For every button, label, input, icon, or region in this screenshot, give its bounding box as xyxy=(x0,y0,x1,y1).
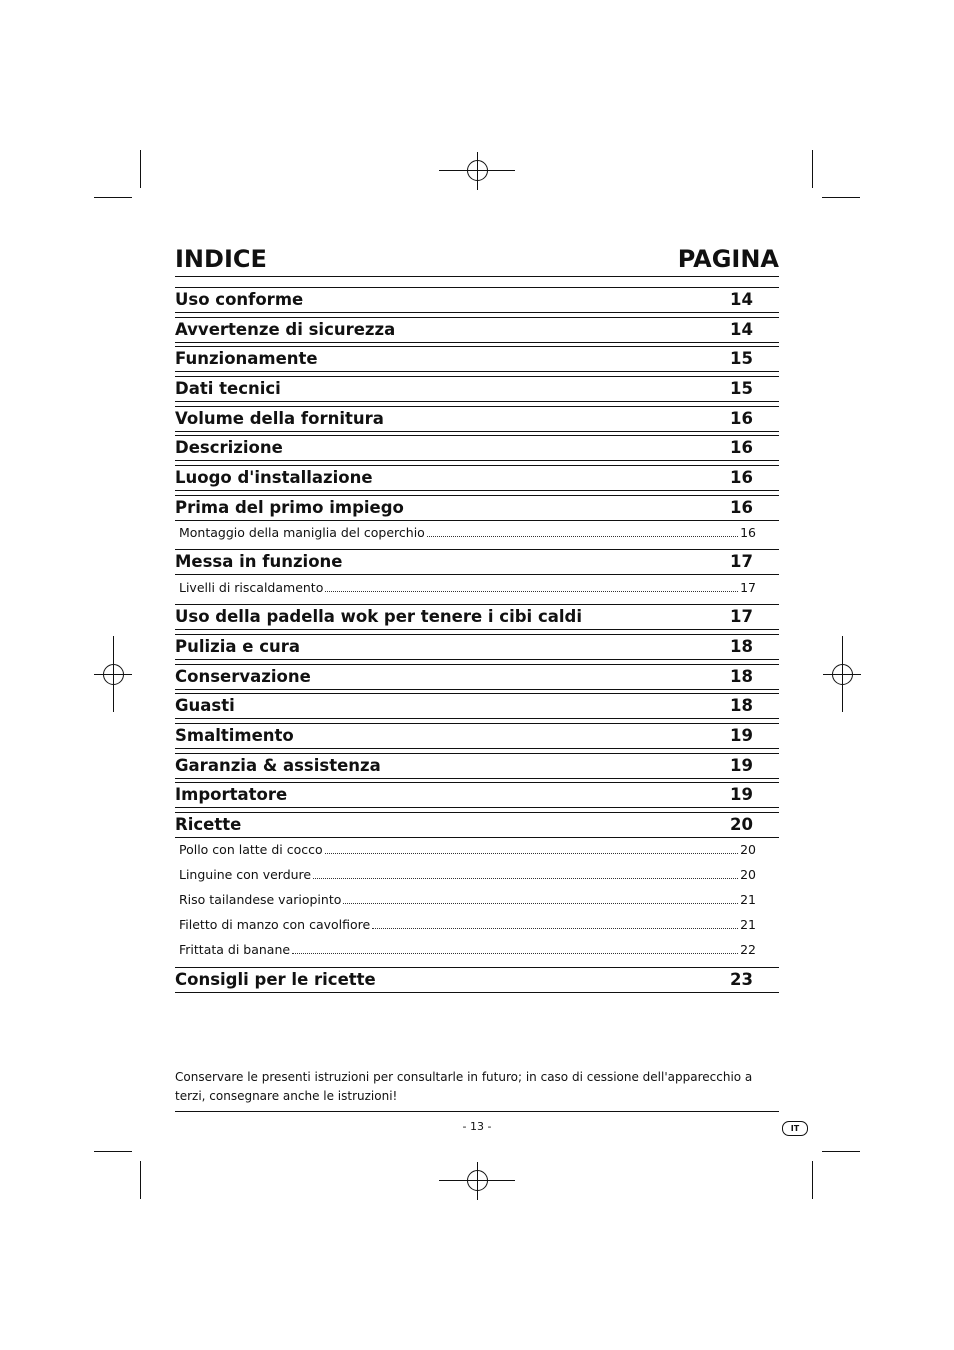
dot-leader xyxy=(325,853,738,854)
toc-entry xyxy=(175,664,779,690)
toc-entry xyxy=(175,376,779,402)
toc-subentry xyxy=(179,841,756,859)
toc-entry xyxy=(175,549,779,575)
entry-page: 17 xyxy=(730,552,753,571)
subentry-page: 17 xyxy=(740,580,756,595)
entry-page: 16 xyxy=(730,468,753,487)
dot-leader xyxy=(292,953,738,954)
index-title: INDICE xyxy=(175,245,267,273)
dot-leader xyxy=(343,903,738,904)
toc-subentry xyxy=(179,916,756,934)
entry-title: Garanzia & assistenza xyxy=(175,756,381,775)
entry-title: Guasti xyxy=(175,696,235,715)
dot-leader xyxy=(325,591,738,592)
toc-subentry xyxy=(179,524,756,542)
toc-entry xyxy=(175,782,779,808)
entry-title: Consigli per le ricette xyxy=(175,970,376,989)
entry-page: 18 xyxy=(730,696,753,715)
toc-entry xyxy=(175,435,779,461)
dot-leader xyxy=(313,878,738,879)
toc-entry xyxy=(175,604,779,630)
toc-entry xyxy=(175,346,779,372)
subentry-title: Frittata di banane xyxy=(179,942,291,957)
crop-mark xyxy=(140,150,141,188)
subentry-page: 21 xyxy=(740,917,756,932)
subentry-page: 21 xyxy=(740,892,756,907)
entry-title: Pulizia e cura xyxy=(175,637,301,656)
crop-mark xyxy=(94,1151,132,1152)
toc-entry xyxy=(175,723,779,749)
registration-mark-right xyxy=(823,636,861,712)
entry-page: 15 xyxy=(730,379,753,398)
language-badge: IT xyxy=(782,1121,808,1136)
entry-page: 17 xyxy=(730,607,753,626)
entry-page: 19 xyxy=(730,785,753,804)
entry-title: Messa in funzione xyxy=(175,552,343,571)
crop-mark xyxy=(140,1161,141,1199)
toc-subentry xyxy=(179,866,756,884)
registration-mark-bottom xyxy=(439,1162,515,1200)
entry-title: Funzionamente xyxy=(175,349,318,368)
entry-page: 18 xyxy=(730,667,753,686)
crop-mark xyxy=(812,150,813,188)
entry-page: 14 xyxy=(730,290,753,309)
crop-mark xyxy=(812,1161,813,1199)
entry-title: Smaltimento xyxy=(175,726,294,745)
entry-page: 19 xyxy=(730,756,753,775)
subentry-title: Montaggio della maniglia del coperchio xyxy=(179,525,425,540)
dot-leader xyxy=(427,536,738,537)
registration-mark-top xyxy=(439,152,515,190)
subentry-title: Filetto di manzo con cavolfiore xyxy=(179,917,371,932)
toc-entry xyxy=(175,693,779,719)
entry-title: Luogo d'installazione xyxy=(175,468,373,487)
toc-entry xyxy=(175,634,779,660)
crop-mark xyxy=(94,197,132,198)
toc-subentry xyxy=(179,941,756,959)
entry-title: Avvertenze di sicurezza xyxy=(175,320,396,339)
footer-divider xyxy=(175,1111,779,1112)
entry-page: 16 xyxy=(730,498,753,517)
entry-page: 23 xyxy=(730,970,753,989)
entry-title: Conservazione xyxy=(175,667,311,686)
entry-title: Dati tecnici xyxy=(175,379,281,398)
entry-title: Uso conforme xyxy=(175,290,304,309)
entry-title: Descrizione xyxy=(175,438,283,457)
entry-page: 15 xyxy=(730,349,753,368)
entry-page: 19 xyxy=(730,726,753,745)
entry-page: 16 xyxy=(730,409,753,428)
entry-title: Importatore xyxy=(175,785,288,804)
entry-title: Ricette xyxy=(175,815,242,834)
toc-subentry xyxy=(179,891,756,909)
toc-entry xyxy=(175,465,779,491)
toc-entry xyxy=(175,967,779,993)
subentry-page: 20 xyxy=(740,867,756,882)
subentry-title: Linguine con verdure xyxy=(179,867,312,882)
subentry-title: Pollo con latte di cocco xyxy=(179,842,323,857)
registration-mark-left xyxy=(94,636,132,712)
subentry-page: 16 xyxy=(740,525,756,540)
entry-title: Volume della fornitura xyxy=(175,409,384,428)
crop-mark xyxy=(822,197,860,198)
subentry-page: 22 xyxy=(740,942,756,957)
toc-entry xyxy=(175,495,779,521)
subentry-title: Livelli di riscaldamento xyxy=(179,580,324,595)
entry-page: 18 xyxy=(730,637,753,656)
toc-heading xyxy=(175,244,779,277)
toc-entry xyxy=(175,812,779,838)
toc-entry xyxy=(175,317,779,343)
page-column-title: PAGINA xyxy=(677,245,779,273)
page-number: - 13 - xyxy=(462,1120,492,1133)
dot-leader xyxy=(372,928,738,929)
entry-page: 14 xyxy=(730,320,753,339)
storage-note: Conservare le presenti istruzioni per consultarle in futuro; in caso di cessione dell'apparecchio a terzi, consegnare anche le istruzioni! xyxy=(175,1070,753,1103)
entry-title: Uso della padella wok per tenere i cibi caldi xyxy=(175,607,582,626)
entry-title: Prima del primo impiego xyxy=(175,498,404,517)
subentry-page: 20 xyxy=(740,842,756,857)
entry-page: 16 xyxy=(730,438,753,457)
entry-page: 20 xyxy=(730,815,753,834)
toc-subentry xyxy=(179,579,756,597)
toc-entry xyxy=(175,287,779,313)
toc-entry xyxy=(175,753,779,779)
crop-mark xyxy=(822,1151,860,1152)
toc-entry xyxy=(175,406,779,432)
subentry-title: Riso tailandese variopinto xyxy=(179,892,342,907)
